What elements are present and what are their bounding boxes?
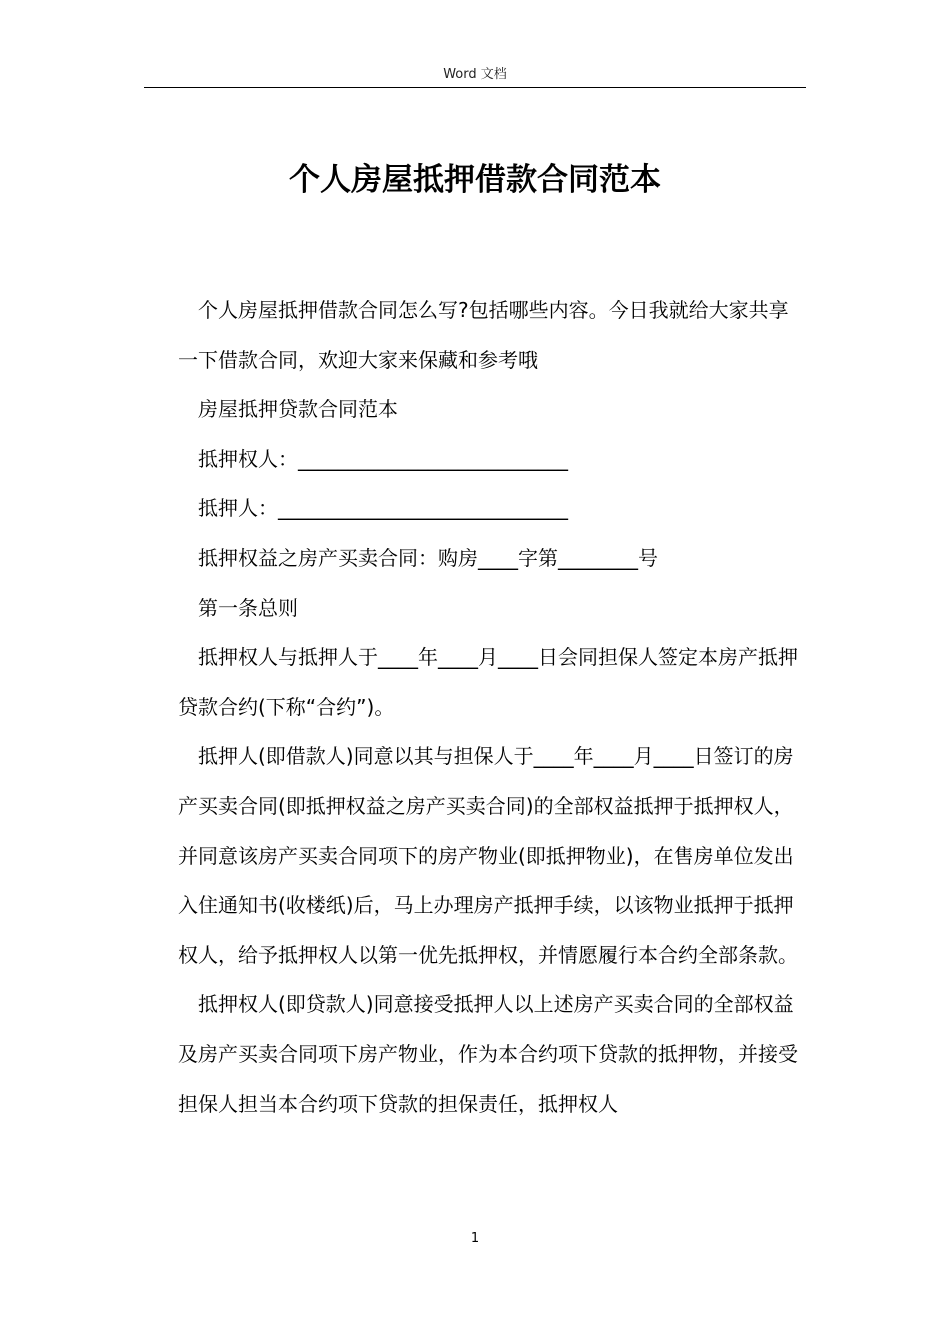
paragraph-subtitle: 房屋抵押贷款合同范本 (198, 397, 398, 422)
paragraph-mortgagee: 抵押权人：___________________________ (198, 446, 568, 471)
page-number: 1 (470, 1231, 480, 1246)
header-label: Word 文档 (443, 67, 507, 82)
header-divider (144, 87, 806, 88)
paragraph-contract-number: 抵押权益之房产买卖合同：购房____字第________号 (198, 545, 658, 570)
paragraph-clause: 抵押权人(即贷款人)同意接受抵押人以上述房产买卖合同的全部权益及房产买卖合同项下房产物业，作为本合约项下贷款的抵押物，并接受担保人担当本合约项下贷款的担保责任，抵押权人 (178, 992, 798, 1116)
paragraph-clause: 抵押权人与抵押人于____年____月____日会同担保人签定本房产抵押贷款合约(下称“合约”)。 (178, 645, 798, 719)
paragraph-article-heading: 第一条总则 (198, 595, 298, 620)
document-body (178, 286, 802, 1129)
paragraph-clause: 抵押人(即借款人)同意以其与担保人于____年____月____日签订的房产买卖合同(即抵押权益之房产买卖合同)的全部权益抵押于抵押权人，并同意该房产买卖合同项下的房产物业(即抵押物业)，在售房单位发出入住通知书(收楼纸)后，马上办理房产抵押手续，以该物业抵押于抵押权人，给予抵押权人以第一优先抵押权，并情愿履行本合约全部条款。 (178, 744, 798, 967)
document-title: 个人房屋抵押借款合同范本 (289, 162, 661, 198)
paragraph-mortgagor: 抵押人：_____________________________ (198, 496, 568, 521)
paragraph-intro: 个人房屋抵押借款合同怎么写?包括哪些内容。今日我就给大家共享一下借款合同，欢迎大家来保藏和参考哦 (178, 298, 789, 372)
